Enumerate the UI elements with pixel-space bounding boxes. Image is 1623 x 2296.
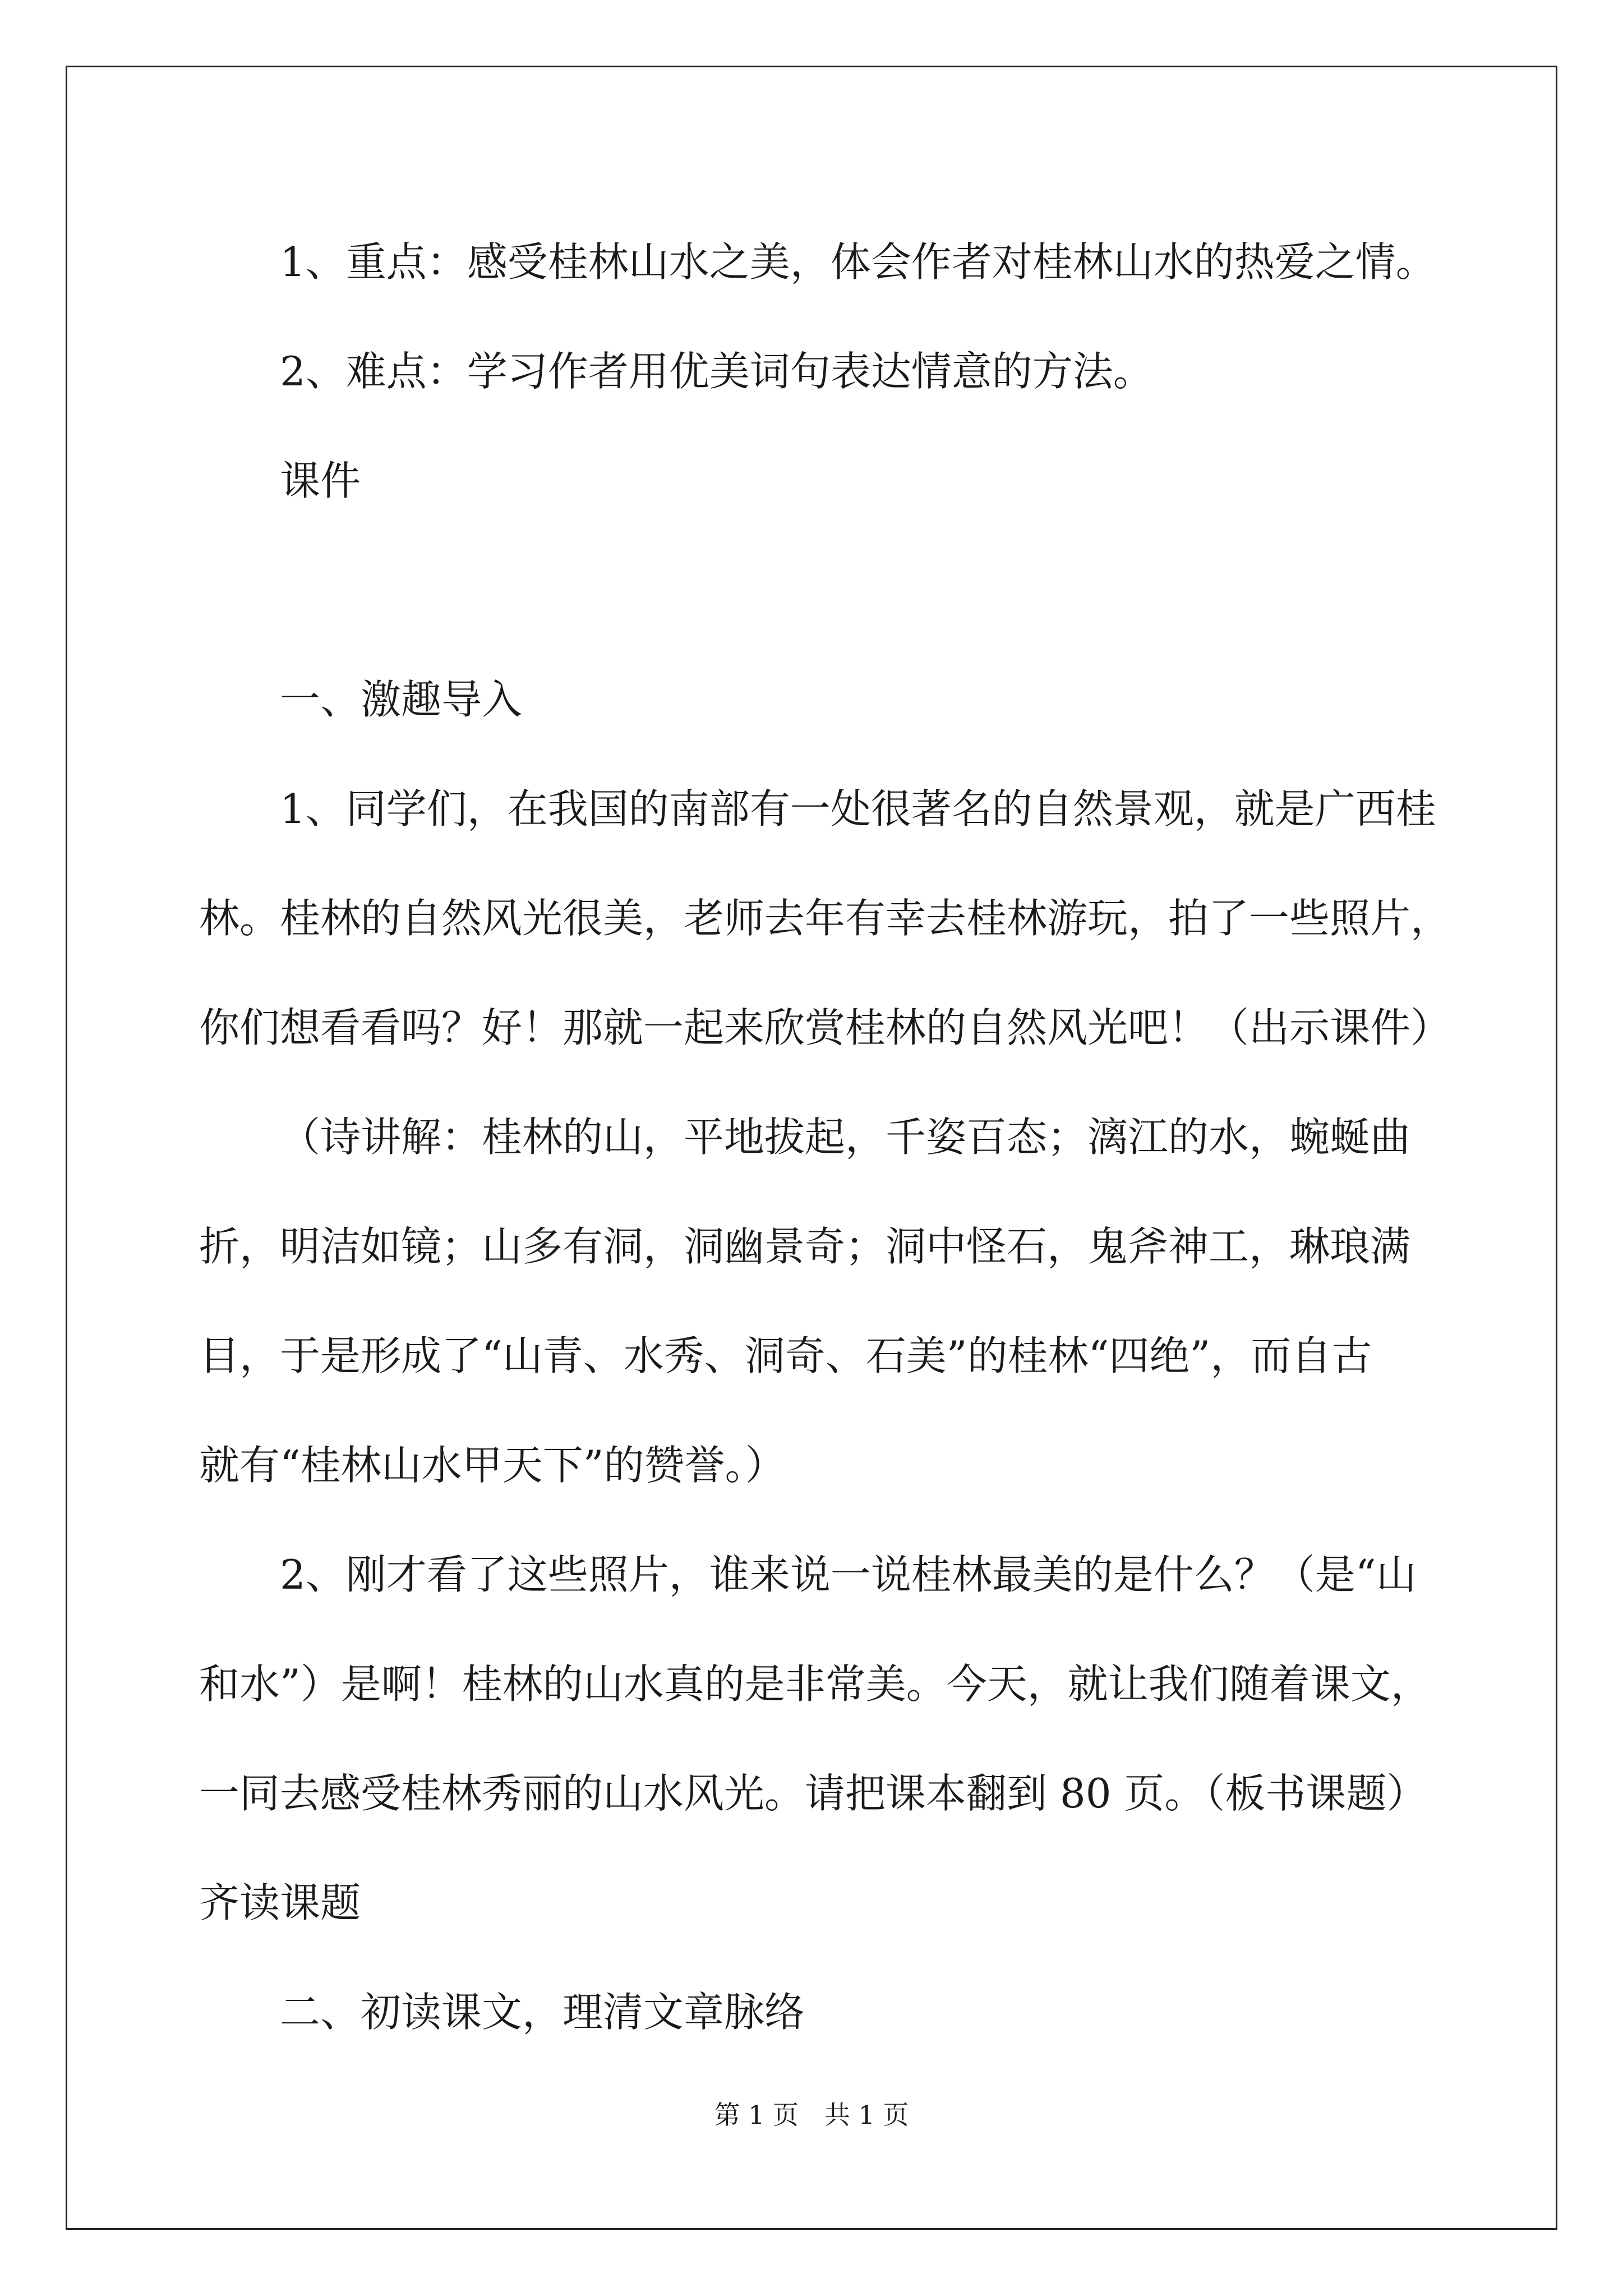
blank-line [199, 536, 1433, 645]
text-line: 2、刚才看了这些照片，谁来说一说桂林最美的是什么？（是“山 [280, 1551, 1417, 1598]
paragraph-intro-1 [199, 754, 1451, 1083]
page-number: 第 1 页 共 1 页 [714, 2100, 909, 2130]
paragraph-intro-2 [199, 1520, 1433, 1958]
text-line: 齐读课题 [199, 1879, 361, 1926]
paragraph-poem-explanation [199, 1083, 1433, 1520]
text-line: 你们想看看吗？好！那就一起来欣赏桂林的自然风光吧！（出示课件） [199, 1004, 1451, 1051]
text-line: 一同去感受桂林秀丽的山水风光。请把课本翻到 80 页。（板书课题） [199, 1770, 1427, 1817]
section-heading-intro: 一、激趣导入 [280, 676, 523, 723]
text-line: 就有“桂林山水甲天下”的赞誉。） [199, 1442, 786, 1489]
page-footer [0, 2098, 1623, 2132]
text-line: 折，明洁如镜；山多有洞，洞幽景奇；洞中怪石，鬼斧神工，琳琅满 [199, 1223, 1411, 1270]
text-line: 和水”）是啊！桂林的山水真的是非常美。今天，就让我们随着课文， [199, 1660, 1431, 1708]
section-heading-first-reading: 二、初读课文，理清文章脉络 [280, 1989, 805, 2036]
text-line: 1、同学们，在我国的南部有一处很著名的自然景观，就是广西桂 [280, 785, 1436, 832]
text-line: 林。桂林的自然风光很美，老师去年有幸去桂林游玩，拍了一些照片， [199, 895, 1451, 942]
paragraph-courseware: 课件 [280, 457, 361, 504]
document-body [199, 208, 1451, 2067]
text-line: 目，于是形成了“山青、水秀、洞奇、石美”的桂林“四绝”，而自古 [199, 1332, 1372, 1379]
paragraph-key-point: 1、重点：感受桂林山水之美，体会作者对桂林山水的热爱之情。 [280, 238, 1436, 286]
paragraph-difficult-point: 2、难点：学习作者用优美词句表达情意的方法。 [280, 348, 1154, 395]
text-line: （诗讲解：桂林的山，平地拔起，千姿百态；漓江的水，蜿蜒曲 [280, 1114, 1411, 1161]
